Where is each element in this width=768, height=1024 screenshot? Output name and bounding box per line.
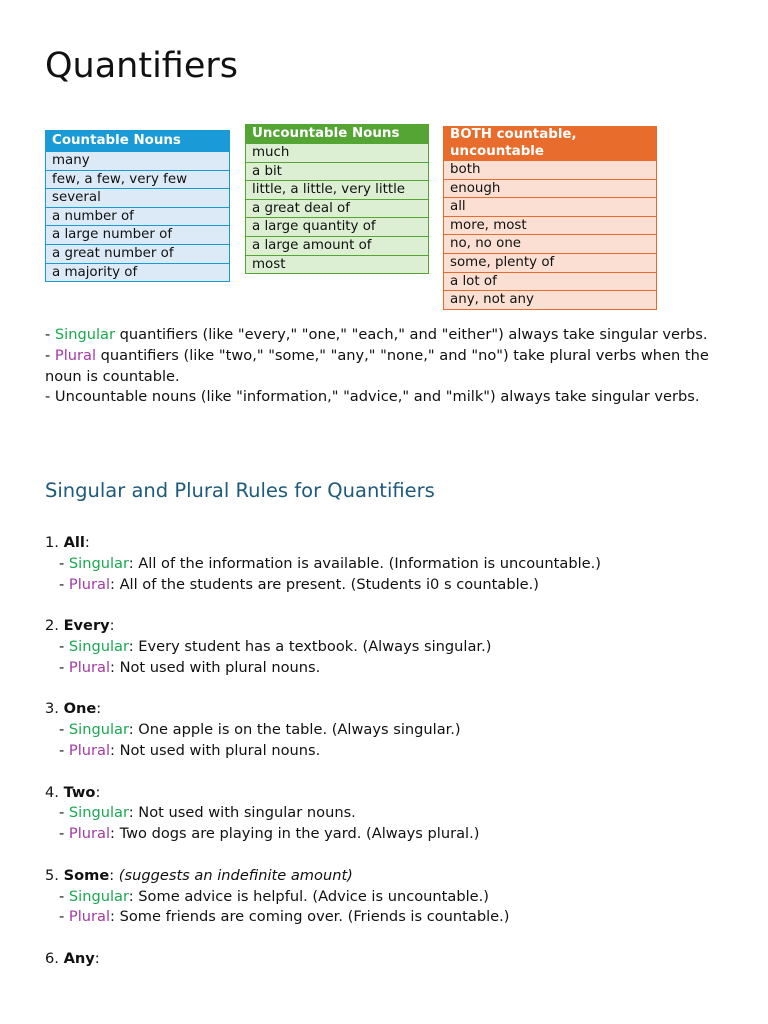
rule-singular-line: - Singular: One apple is on the table. (Always singular.) <box>59 721 461 739</box>
rule-plural-line: - Plural: All of the students are present. (Students i0 s countable.) <box>59 575 539 593</box>
countable-cell: a large number of <box>46 226 230 245</box>
countable-cell: a majority of <box>46 263 230 282</box>
rule-item <box>45 783 735 845</box>
notes-block <box>45 325 735 408</box>
singular-label: Singular <box>68 887 129 905</box>
countable-cell: several <box>46 189 230 208</box>
singular-label: Singular <box>68 554 129 572</box>
countable-nouns-header: Countable Nouns <box>46 131 230 152</box>
rule-heading <box>45 616 735 637</box>
both-cell: any, not any <box>444 291 657 310</box>
rule-colon: : <box>94 949 100 967</box>
rule-plural-line: - Plural: Some friends are coming over. (Friends is countable.) <box>59 908 510 926</box>
rule-word: All <box>63 534 85 551</box>
uncountable-cell: a large quantity of <box>246 218 429 237</box>
page-title: Quantifiers <box>45 46 239 86</box>
plural-label: Plural <box>68 825 111 843</box>
singular-label: Singular <box>68 721 129 739</box>
rule-colon: : <box>109 617 115 635</box>
rule-word: Every <box>63 617 110 635</box>
countable-cell: a number of <box>46 207 230 226</box>
singular-label: Singular <box>68 637 129 655</box>
rule-plural-text: : Not used with plural nouns. <box>110 658 321 676</box>
uncountable-nouns-header: Uncountable Nouns <box>246 125 429 144</box>
both-header-line2: uncountable <box>450 143 544 159</box>
rule-heading <box>45 783 735 804</box>
rules-list <box>45 533 735 991</box>
note-uncountable: - Uncountable nouns (like "information," "advice," and "milk") always take singular verbs. <box>45 388 700 406</box>
note-plural <box>45 346 735 388</box>
both-cell: both <box>444 161 657 180</box>
rule-heading <box>45 533 735 554</box>
plural-label: Plural <box>68 658 111 676</box>
rule-plural-text: : Some friends are coming over. (Friends is countable.) <box>110 908 510 926</box>
uncountable-cell: most <box>246 255 429 274</box>
rule-singular-text: : One apple is on the table. (Always singular.) <box>128 721 461 739</box>
rule-singular-text: : Every student has a textbook. (Always singular.) <box>128 637 492 655</box>
rule-heading <box>45 866 735 887</box>
rule-plural-line: - Plural: Two dogs are playing in the yard. (Always plural.) <box>59 825 480 843</box>
rule-plural-text: : All of the students are present. (Students i0 s countable.) <box>110 575 539 593</box>
uncountable-cell: a great deal of <box>246 199 429 218</box>
countable-cell: a great number of <box>46 244 230 263</box>
rule-heading <box>45 699 735 720</box>
countable-cell: many <box>46 152 230 171</box>
note-prefix: - <box>45 326 55 343</box>
uncountable-nouns-table <box>245 124 429 274</box>
rule-word: Two <box>63 783 96 801</box>
rule-number: 5. <box>45 866 64 884</box>
uncountable-cell: much <box>246 144 429 163</box>
rule-number: 2. <box>45 617 64 635</box>
section-title: Singular and Plural Rules for Quantifiers <box>45 479 435 502</box>
both-cell: all <box>444 198 657 217</box>
rule-singular-line: - Singular: All of the information is available. (Information is uncountable.) <box>59 554 601 572</box>
uncountable-cell: a large amount of <box>246 236 429 255</box>
rule-colon: : <box>95 783 101 801</box>
countable-nouns-table <box>45 130 230 282</box>
both-nouns-table <box>443 126 657 310</box>
rule-item <box>45 699 735 761</box>
rule-number: 6. <box>45 949 64 967</box>
both-cell: no, no one <box>444 235 657 254</box>
countable-cell: few, a few, very few <box>46 170 230 189</box>
plural-label: Plural <box>68 741 111 759</box>
plural-label: Plural <box>68 908 111 926</box>
both-cell: enough <box>444 179 657 198</box>
rule-item <box>45 616 735 678</box>
rule-plural-line: - Plural: Not used with plural nouns. <box>59 741 321 759</box>
rule-note: (suggests an indefinite amount) <box>118 866 353 884</box>
rule-word: One <box>63 700 97 718</box>
both-cell: more, most <box>444 216 657 235</box>
note-text: quantifiers (like "two," "some," "any," "none," and "no") take plural verbs when the noun is countable. <box>45 346 709 385</box>
rule-item <box>45 533 735 595</box>
uncountable-cell: little, a little, very little <box>246 181 429 200</box>
singular-label: Singular <box>68 804 129 822</box>
rule-colon: : <box>96 700 102 718</box>
note-prefix: - <box>45 346 55 364</box>
rule-number: 3. <box>45 700 64 718</box>
rule-plural-text: : Two dogs are playing in the yard. (Always plural.) <box>110 825 480 843</box>
rule-singular-line: - Singular: Not used with singular nouns. <box>59 804 356 822</box>
uncountable-cell: a bit <box>246 162 429 181</box>
rule-colon: : <box>109 866 119 884</box>
rule-word: Any <box>63 949 95 967</box>
rule-singular-text: : All of the information is available. (Information is uncountable.) <box>128 554 601 572</box>
both-cell: a lot of <box>444 272 657 291</box>
rule-item <box>45 866 735 928</box>
both-header-line1: BOTH countable, <box>450 127 577 142</box>
rule-colon: : <box>84 534 90 551</box>
rule-singular-line: - Singular: Every student has a textbook. (Always singular.) <box>59 637 492 655</box>
rule-singular-text: : Some advice is helpful. (Advice is uncountable.) <box>128 887 489 905</box>
both-cell: some, plenty of <box>444 253 657 272</box>
plural-label: Plural <box>54 346 97 364</box>
rule-word: Some <box>63 866 110 884</box>
singular-label: Singular <box>54 326 115 343</box>
rule-number: 1. <box>45 534 64 551</box>
rule-item <box>45 949 735 970</box>
rule-singular-line: - Singular: Some advice is helpful. (Advice is uncountable.) <box>59 887 489 905</box>
note-singular <box>45 325 735 346</box>
both-nouns-header <box>444 127 657 161</box>
rule-number: 4. <box>45 783 64 801</box>
rule-singular-text: : Not used with singular nouns. <box>128 804 356 822</box>
rule-plural-text: : Not used with plural nouns. <box>110 741 321 759</box>
rule-heading <box>45 949 735 970</box>
rule-plural-line: - Plural: Not used with plural nouns. <box>59 658 321 676</box>
note-text: quantifiers (like "every," "one," "each," and "either") always take singular verbs. <box>114 326 708 343</box>
plural-label: Plural <box>68 575 111 593</box>
